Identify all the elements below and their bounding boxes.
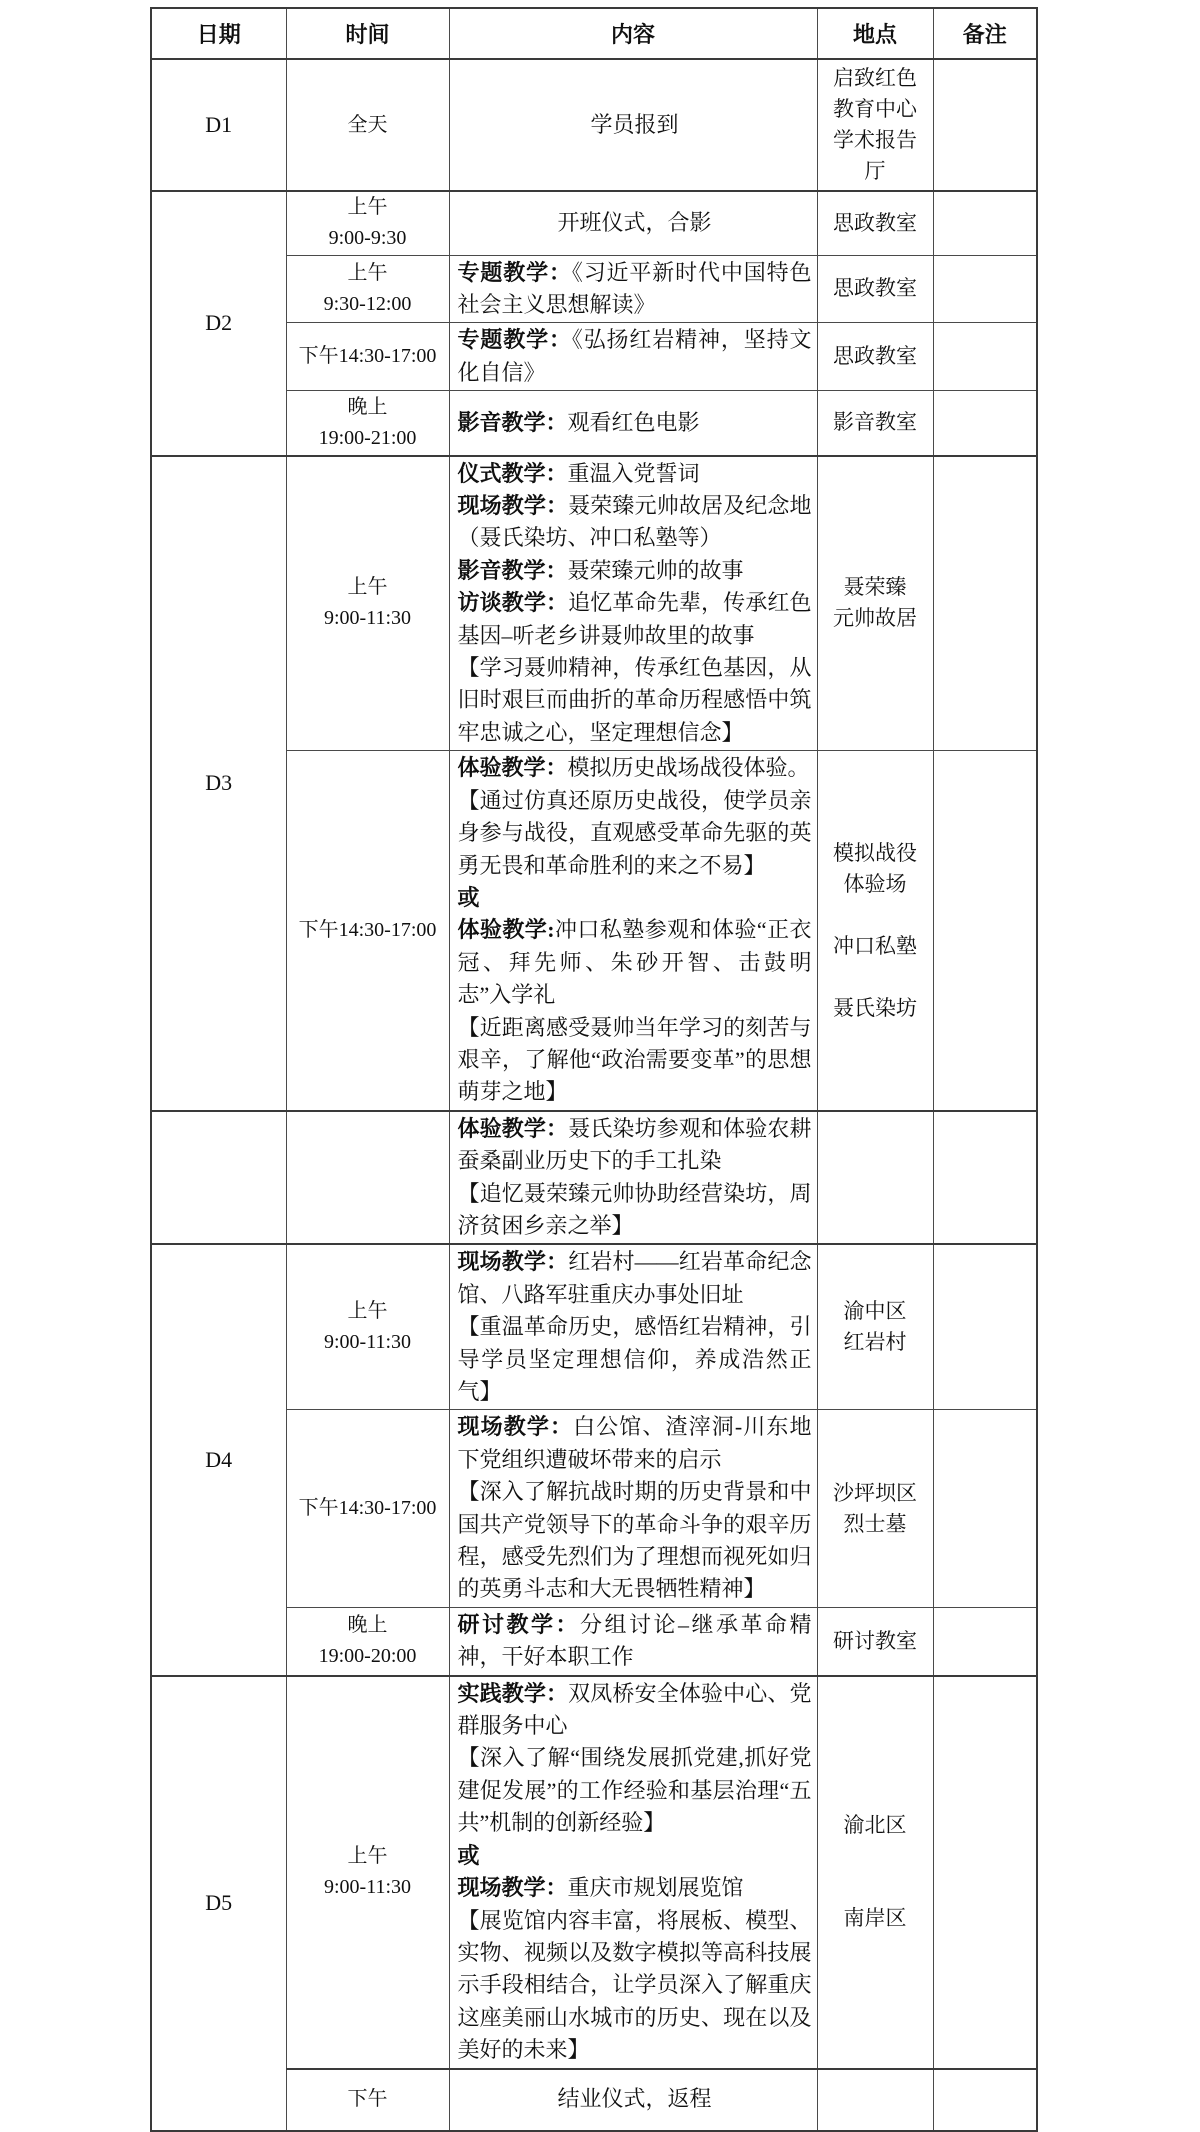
location-cell: [817, 1111, 933, 1245]
column-header-time: 时间: [286, 8, 449, 59]
location-cell: 聂荣臻 元帅故居: [817, 456, 933, 751]
content-cell: 仪式教学：重温入党誓词 现场教学：聂荣臻元帅故居及纪念地（聂氏染坊、冲口私塾等） 影音教学：聂荣臻元帅的故事 访谈教学：追忆革命先辈，传承红色基因–听老乡讲聂帅故里的故事 【学习聂帅精神，传承红色基因，从旧时艰巨而曲折的革命历程感悟中筑牢忠诚之心，坚定理想信念】: [449, 456, 817, 751]
column-header-note: 备注: [933, 8, 1037, 59]
note-cell: [933, 1410, 1037, 1607]
row-d1-allday: [151, 59, 1037, 191]
time-cell: 下午14:30-17:00: [286, 323, 449, 391]
location-cell: 沙坪坝区 烈士墓: [817, 1410, 933, 1607]
note-cell: [933, 391, 1037, 456]
time-cell: 晚上 19:00-21:00: [286, 391, 449, 456]
note-cell: [933, 1244, 1037, 1410]
time-cell: 上午 9:00-11:30: [286, 1676, 449, 2069]
column-header-content: 内容: [449, 8, 817, 59]
location-cell: 渝北区 南岸区: [817, 1676, 933, 2069]
row-d5-morning: [151, 1676, 1037, 2069]
column-header-location: 地点: [817, 8, 933, 59]
time-cell: 上午 9:00-9:30: [286, 191, 449, 255]
date-cell-d3: D3: [151, 456, 286, 1111]
note-cell: [933, 323, 1037, 391]
row-d2-morning-opening: [151, 191, 1037, 255]
location-cell: 研讨教室: [817, 1607, 933, 1675]
content-cell: 研讨教学：分组讨论–继承革命精神，干好本职工作: [449, 1607, 817, 1675]
note-cell: [933, 255, 1037, 323]
time-cell: 下午14:30-17:00: [286, 751, 449, 1111]
content-cell: 体验教学：模拟历史战场战役体验。 【通过仿真还原历史战役，使学员亲身参与战役，直观感受革命先驱的英勇无畏和革命胜利的来之不易】 或 体验教学:冲口私塾参观和体验“正衣冠、拜先师、朱砂开智、击鼓明志”入学礼 【近距离感受聂帅当年学习的刻苦与艰辛，了解他“政治需要变革”的思想萌芽之地】: [449, 751, 817, 1111]
time-cell: [286, 1111, 449, 1245]
note-cell: [933, 191, 1037, 255]
note-cell: [933, 1676, 1037, 2069]
row-dyeworks: [151, 1111, 1037, 1245]
content-cell: 开班仪式，合影: [449, 191, 817, 255]
content-cell: 学员报到: [449, 59, 817, 191]
note-cell: [933, 456, 1037, 751]
content-cell: 专题教学：《弘扬红岩精神，坚持文化自信》: [449, 323, 817, 391]
date-cell-d1: D1: [151, 59, 286, 191]
content-cell: 影音教学：观看红色电影: [449, 391, 817, 456]
time-cell: 下午: [286, 2069, 449, 2131]
row-d3-morning: [151, 456, 1037, 751]
date-cell-d5: D5: [151, 1676, 286, 2131]
time-cell: 上午 9:30-12:00: [286, 255, 449, 323]
date-cell-d4: D4: [151, 1244, 286, 1675]
time-cell: 下午14:30-17:00: [286, 1410, 449, 1607]
content-cell: 实践教学：双凤桥安全体验中心、党群服务中心 【深入了解“围绕发展抓党建,抓好党建促发展”的工作经验和基层治理“五共”机制的创新经验】 或 现场教学：重庆市规划展览馆 【展览馆内容丰富，将展板、模型、实物、视频以及数字模拟等高科技展示手段相结合，让学员深入了解重庆这座美丽山水城市的历史、现在以及美好的未来】: [449, 1676, 817, 2069]
content-cell: 现场教学：白公馆、渣滓洞-川东地下党组织遭破坏带来的启示 【深入了解抗战时期的历史背景和中国共产党领导下的革命斗争的艰辛历程，感受先烈们为了理想而视死如归的英勇斗志和大无畏牺牲精神】: [449, 1410, 817, 1607]
location-cell: 渝中区 红岩村: [817, 1244, 933, 1410]
time-cell: 上午 9:00-11:30: [286, 1244, 449, 1410]
note-cell: [933, 1111, 1037, 1245]
location-cell: 思政教室: [817, 323, 933, 391]
note-cell: [933, 59, 1037, 191]
location-cell: 启致红色 教育中心 学术报告 厅: [817, 59, 933, 191]
time-cell: 全天: [286, 59, 449, 191]
location-cell: [817, 2069, 933, 2131]
time-cell: 上午 9:00-11:30: [286, 456, 449, 751]
content-cell: 现场教学：红岩村——红岩革命纪念馆、八路军驻重庆办事处旧址 【重温革命历史，感悟红岩精神，引导学员坚定理想信仰，养成浩然正气】: [449, 1244, 817, 1410]
content-cell: 体验教学：聂氏染坊参观和体验农耕蚕桑副业历史下的手工扎染 【追忆聂荣臻元帅协助经营染坊，周济贫困乡亲之举】: [449, 1111, 817, 1245]
content-cell: 专题教学：《习近平新时代中国特色社会主义思想解读》: [449, 255, 817, 323]
row-d4-morning: [151, 1244, 1037, 1410]
header-row: [151, 8, 1037, 59]
location-cell: 模拟战役 体验场 冲口私塾 聂氏染坊: [817, 751, 933, 1111]
note-cell: [933, 751, 1037, 1111]
date-cell-empty: [151, 1111, 286, 1245]
column-header-date: 日期: [151, 8, 286, 59]
note-cell: [933, 2069, 1037, 2131]
location-cell: 影音教室: [817, 391, 933, 456]
date-cell-d2: D2: [151, 191, 286, 456]
location-cell: 思政教室: [817, 191, 933, 255]
location-cell: 思政教室: [817, 255, 933, 323]
content-cell: 结业仪式，返程: [449, 2069, 817, 2131]
schedule-table: [150, 7, 1038, 2132]
time-cell: 晚上 19:00-20:00: [286, 1607, 449, 1675]
note-cell: [933, 1607, 1037, 1675]
